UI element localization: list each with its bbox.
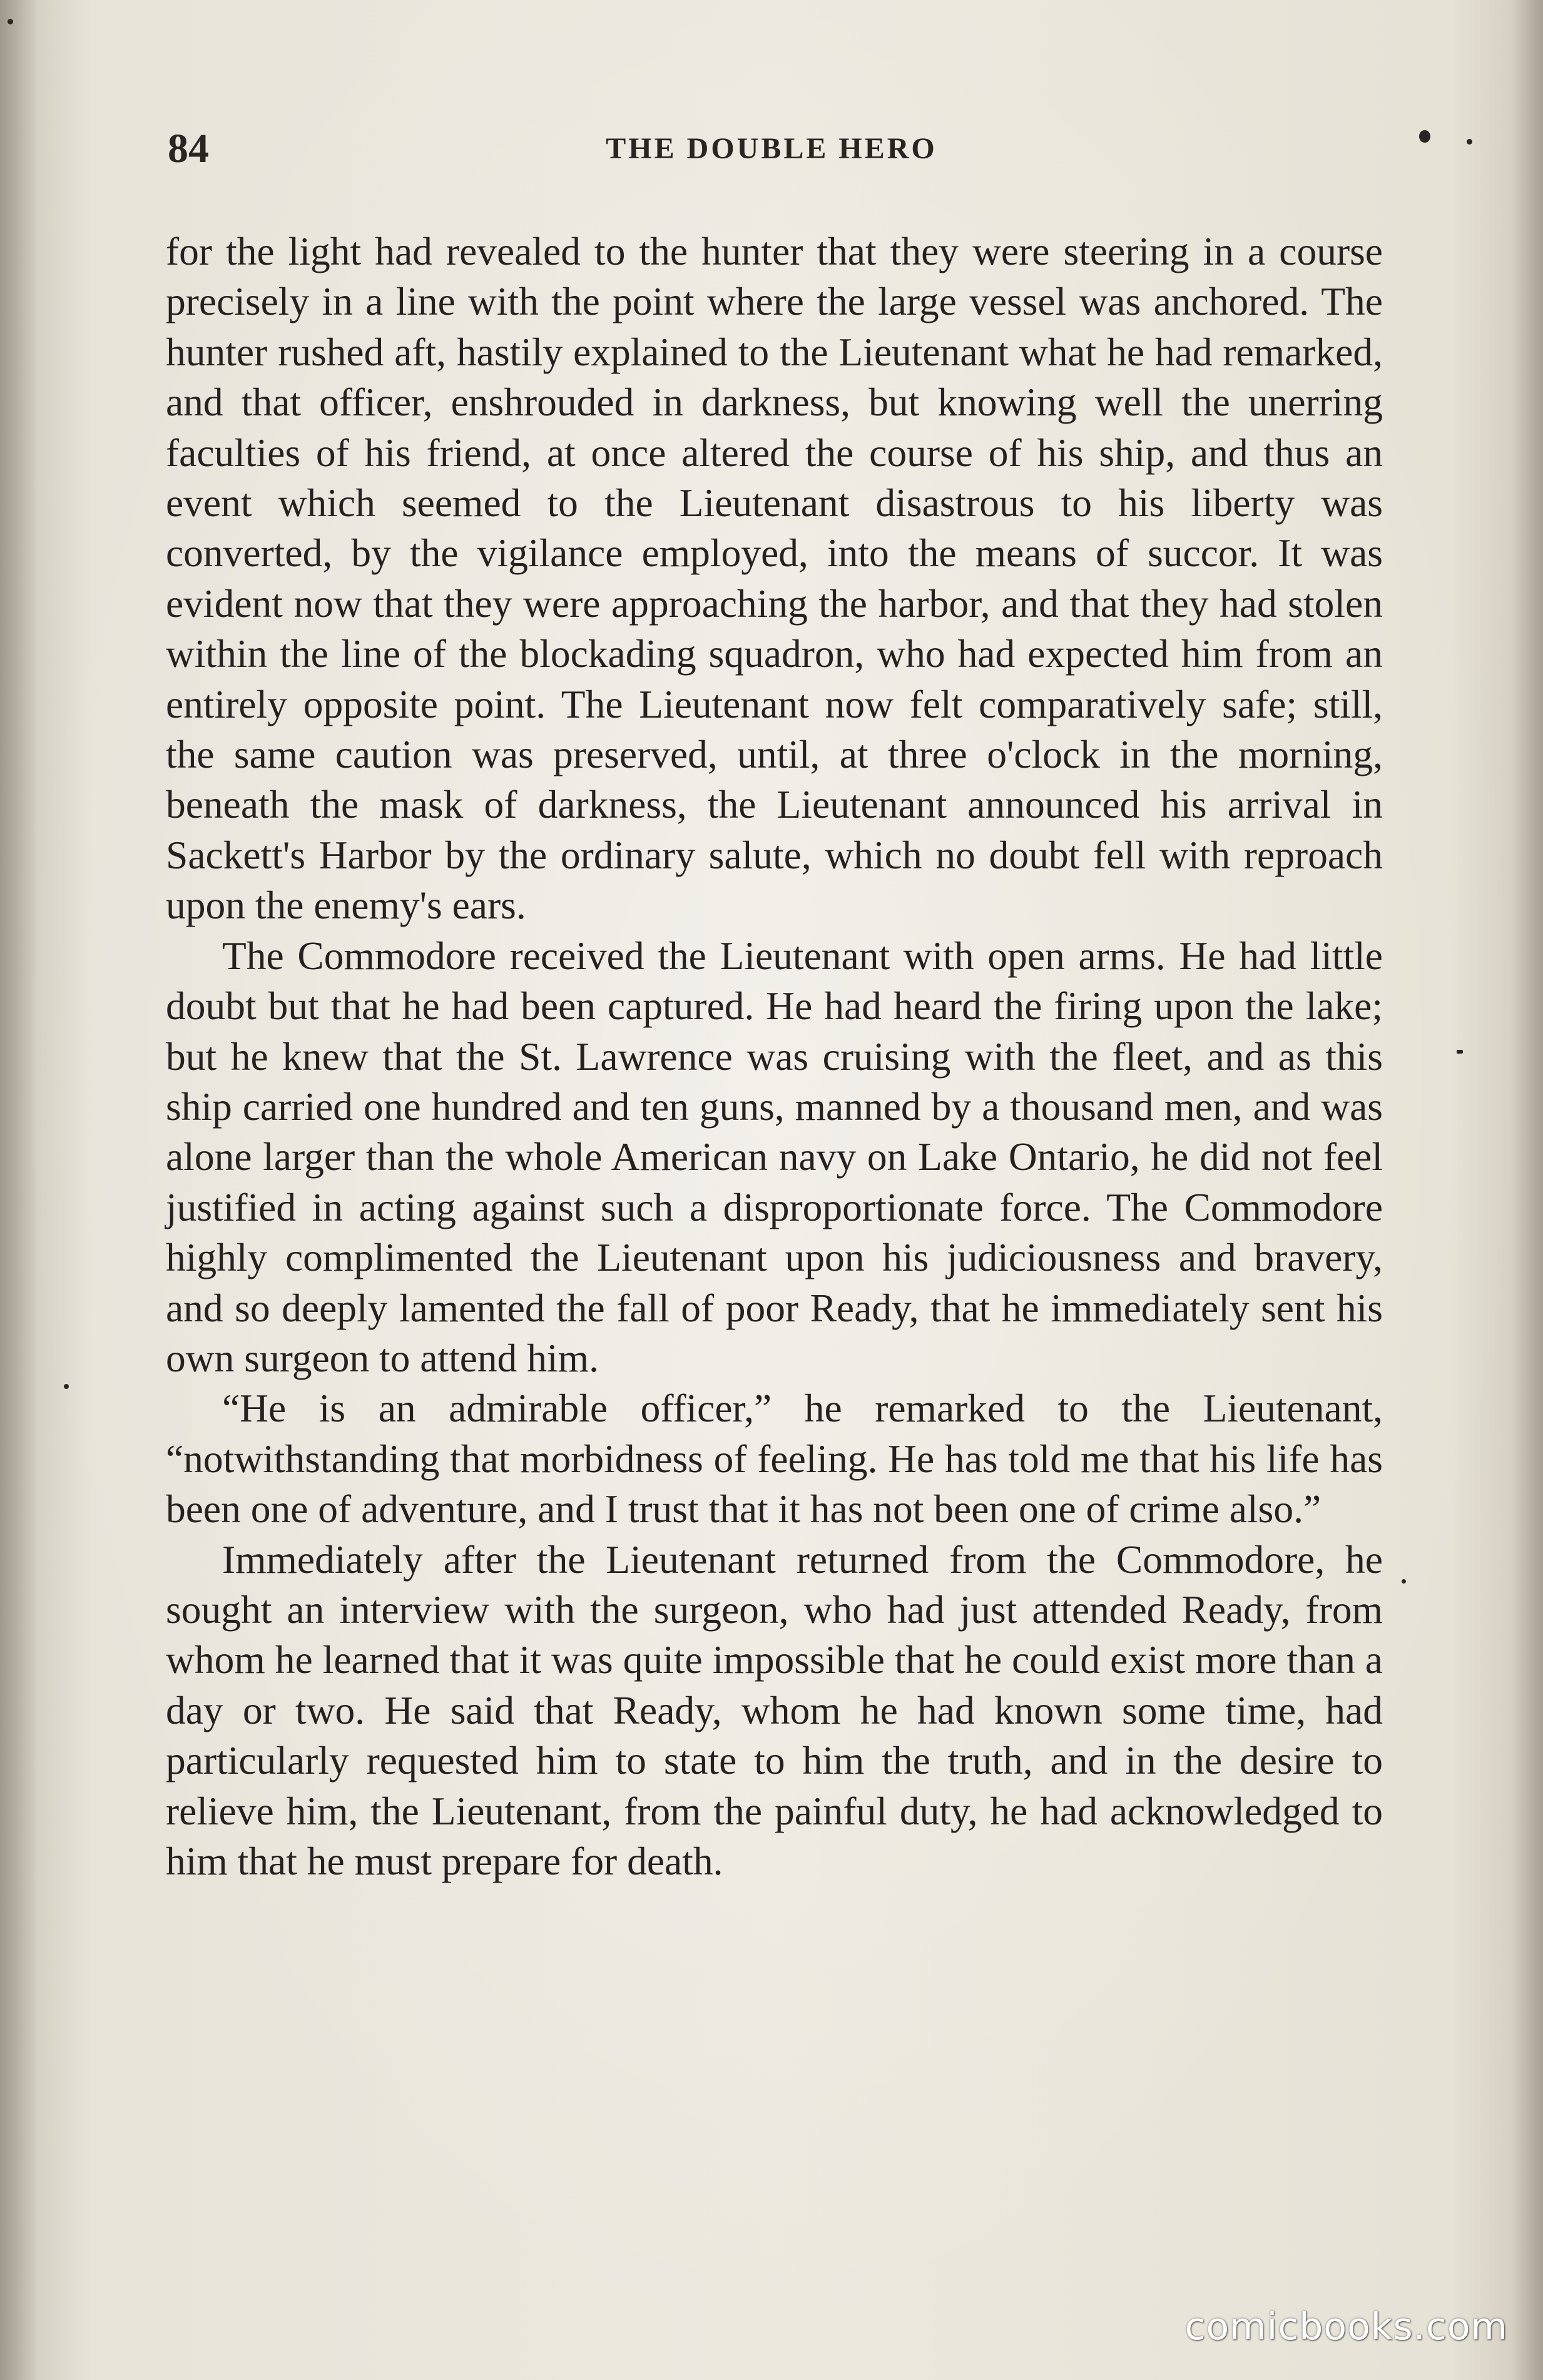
page-number: 84 xyxy=(168,126,209,171)
watermark: comicbooks.com xyxy=(1184,2305,1508,2349)
page-edge-shadow-right xyxy=(1512,0,1543,2380)
paragraph-1: for the light had revealed to the hunter that they were steering in a course precisely in a line with the point where the large vessel was anchored. The hunter rushed aft, hastily explained to the Lieutenant what he had remarked, and that officer, enshrouded in darkness, but knowing well the unerring faculties of his friend, at once altered the course of his ship, and thus an event which seemed to the Lieutenant disastrous to his liberty was converted, by the vigilance employed, into the means of succor. It was evident now that they were approaching the harbor, and that they had stolen within the line of the blockading squadron, who had expected him from an entirely opposite point. The Lieutenant now felt comparatively safe; still, the same caution was preserved, until, at three o'clock in the morning, beneath the mask of darkness, the Lieutenant announced his arrival in Sackett's Harbor by the ordinary salute, which no doubt fell with reproach upon the enemy's ears. xyxy=(166,229,1383,928)
ink-speck xyxy=(1467,139,1472,145)
paragraph-3: “He is an admirable officer,” he remarked to the Lieutenant, “notwithstanding that morbidness of feeling. He has told me that his life has been one of adventure, and I trust that it has not been one of crime also.” xyxy=(166,1386,1383,1532)
ink-speck xyxy=(1457,1050,1463,1054)
ink-speck xyxy=(1402,1579,1406,1584)
running-title: THE DOUBLE HERO xyxy=(606,132,937,165)
paragraph-4: Immediately after the Lieutenant returned from the Commodore, he sought an interview with the surgeon, who had just attended Ready, from whom he learned that it was quite impossible that he could exist more than a day or two. He said that Ready, whom he had known some time, had particularly requested him to state to him the truth, and in the desire to relieve him, the Lieutenant, from the painful duty, he had acknowledged to him that he must prepare for death. xyxy=(166,1537,1383,1883)
paragraph-2: The Commodore received the Lieutenant with open arms. He had little doubt but that he had been captured. He had heard the firing upon the lake; but he knew that the St. Lawrence was cruising with the fleet, and as this ship carried one hundred and ten guns, manned by a thousand men, and was alone larger than the whole American navy on Lake Ontario, he did not feel justified in acting against such a disproportionate force. The Commodore highly complimented the Lieutenant upon his judiciousness and bravery, and so deeply lamented the fall of poor Ready, that he immediately sent his own surgeon to attend him. xyxy=(166,933,1383,1380)
ink-speck xyxy=(8,19,13,24)
ink-speck xyxy=(1419,130,1430,143)
page-edge-shadow-left xyxy=(0,0,38,2380)
body-text xyxy=(166,226,1383,1886)
ink-speck xyxy=(64,1384,69,1389)
